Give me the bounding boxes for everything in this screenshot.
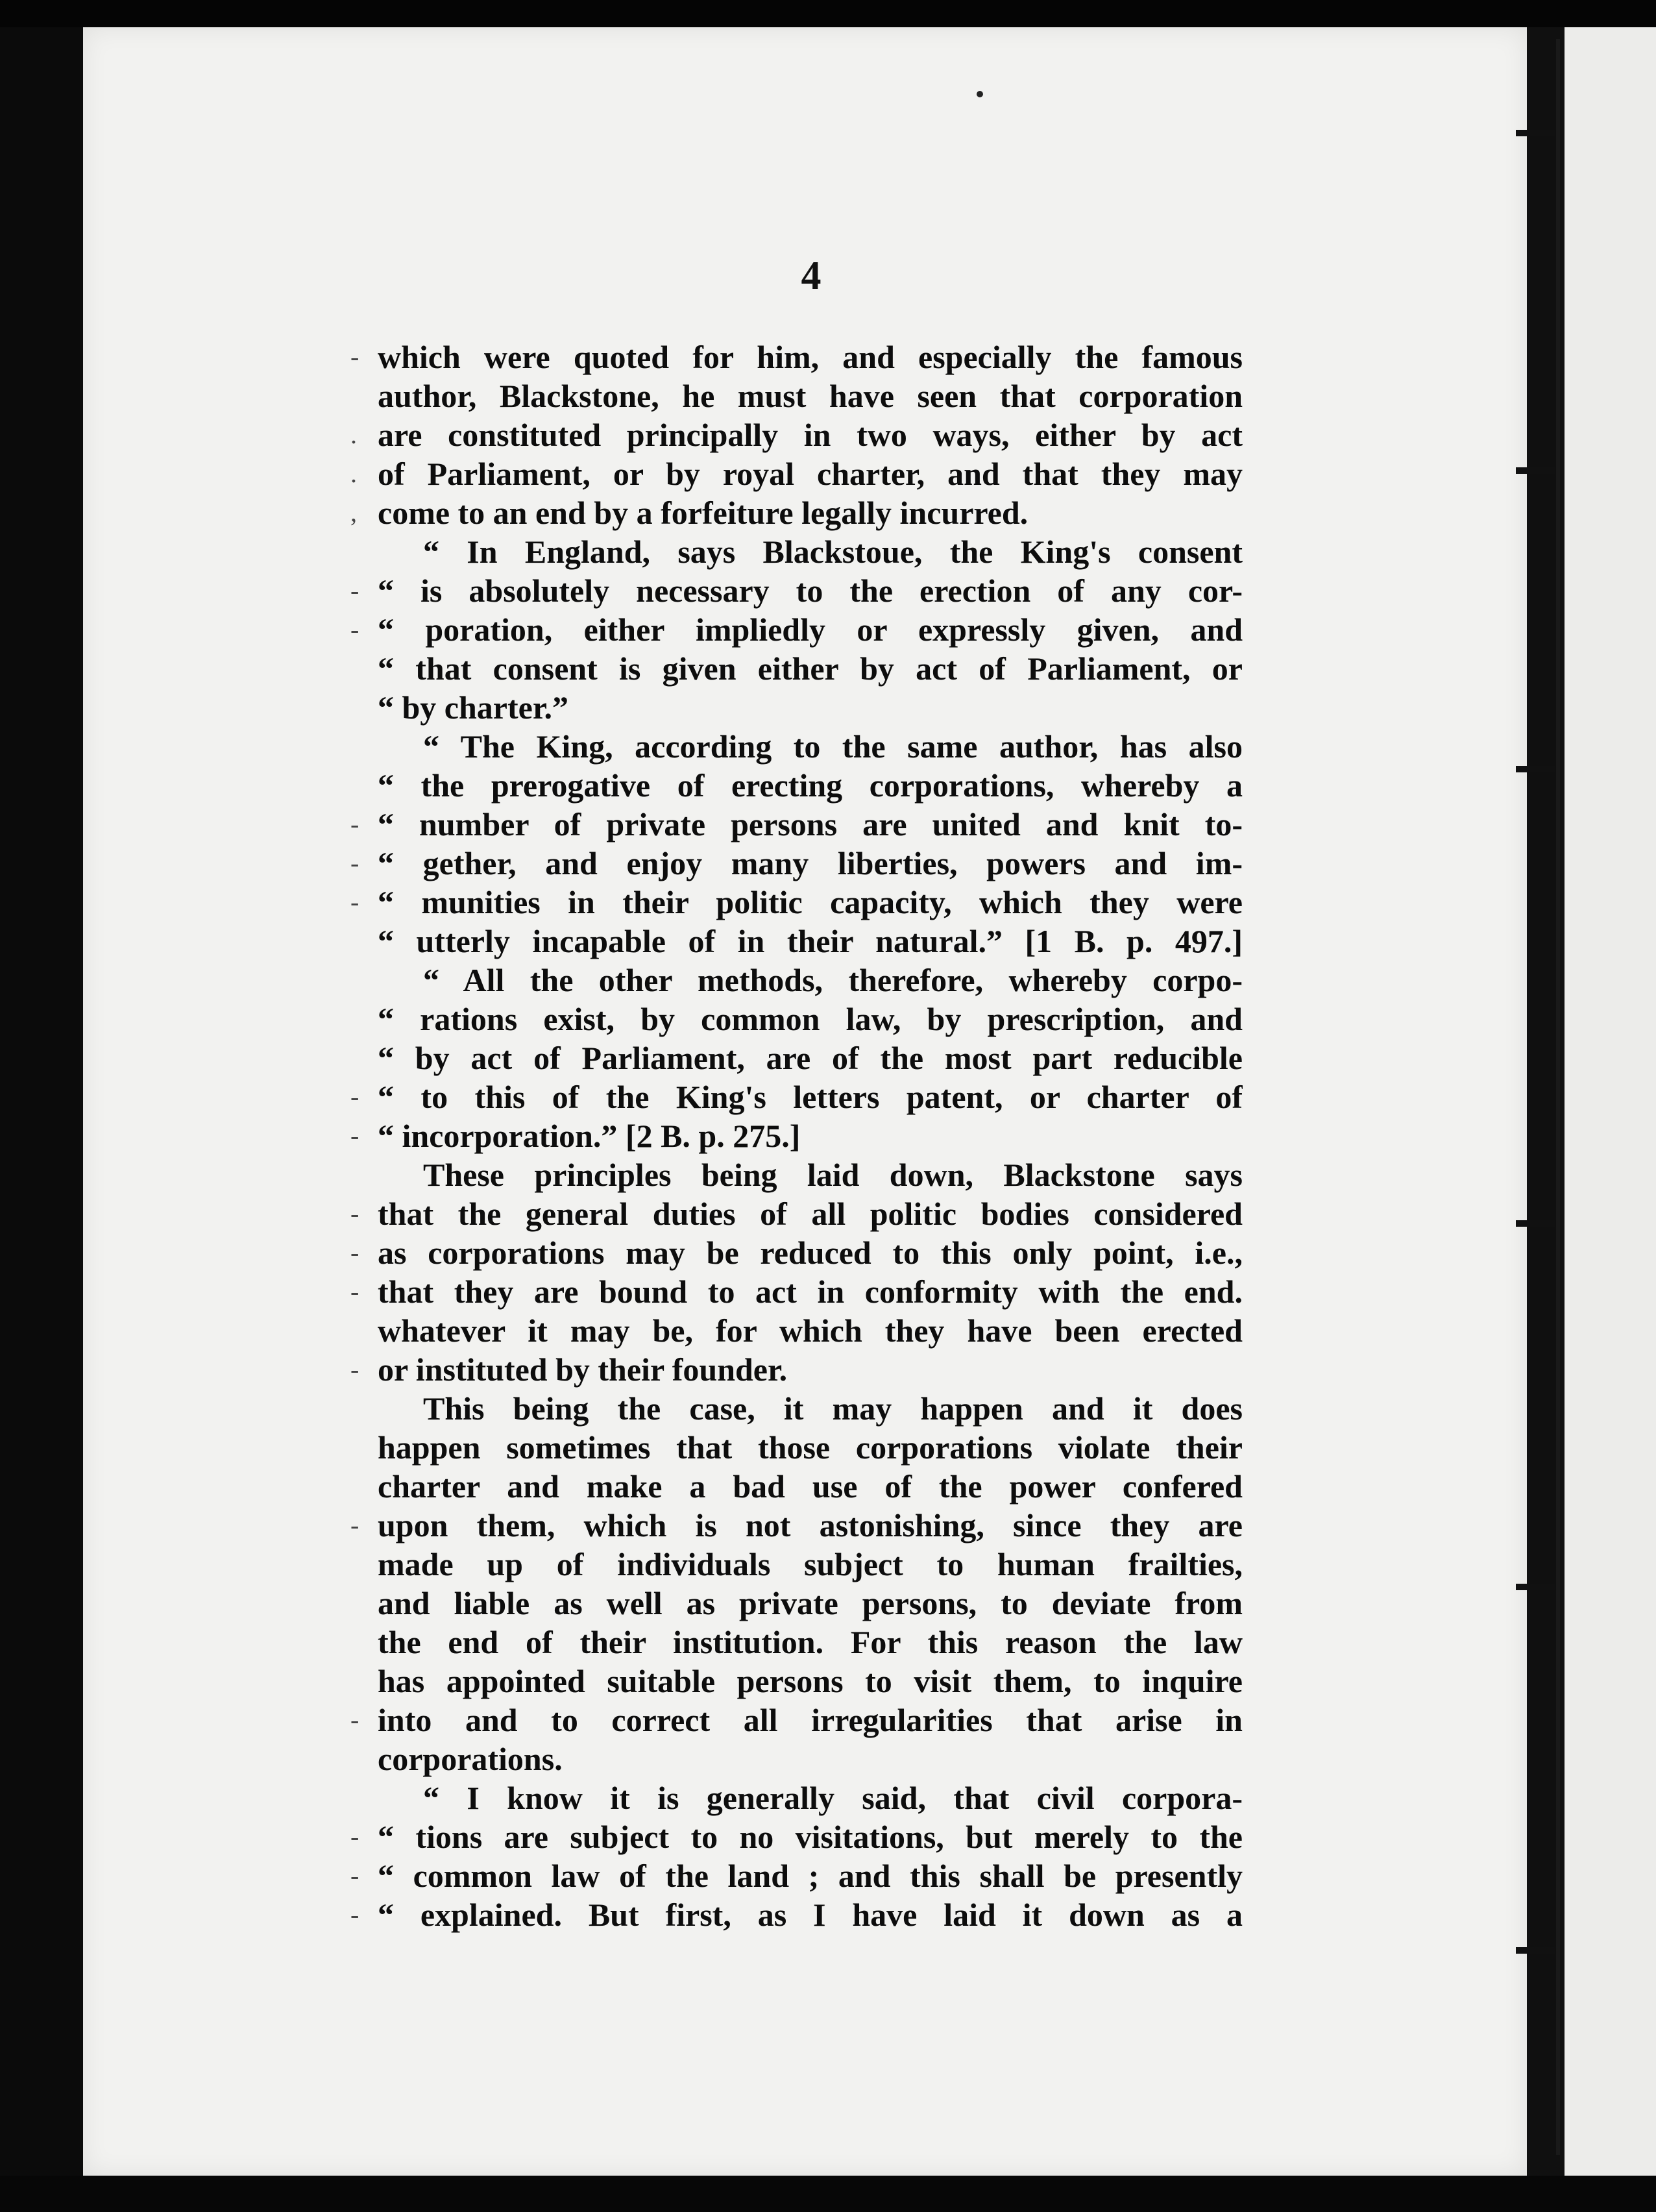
margin-mark <box>350 1584 376 1623</box>
text-line: “ poration, either impliedly or expressly given, and <box>378 611 1243 648</box>
text-line: “ In England, says Blackstoue, the King's consent <box>423 534 1243 570</box>
margin-mark: , <box>350 498 357 527</box>
body-text <box>378 338 1243 1934</box>
margin-mark <box>350 1389 376 1428</box>
text-line: “ All the other methods, therefore, whereby corpo- <box>423 962 1243 998</box>
gutter-mark <box>1516 130 1555 136</box>
margin-mark <box>350 1545 376 1584</box>
margin-mark <box>350 376 376 415</box>
gutter-mark <box>1516 1947 1555 1954</box>
margin-mark <box>350 688 376 727</box>
margin-mark: - <box>350 1277 359 1306</box>
text-line: come to an end by a forfeiture legally incurred. <box>378 495 1029 531</box>
margin-mark: - <box>350 576 359 605</box>
scan-border-top <box>0 0 1656 27</box>
scan-border-bottom <box>0 2176 1656 2212</box>
text-line: are constituted principally in two ways, either by act <box>378 417 1243 453</box>
margin-mark <box>350 766 376 805</box>
gutter-mark <box>1516 1220 1555 1227</box>
margin-mark <box>350 1623 376 1662</box>
margin-mark: - <box>350 1900 359 1929</box>
margin-mark: - <box>350 1121 359 1150</box>
gutter-mark <box>1516 766 1555 772</box>
margin-marks <box>350 338 376 1934</box>
margin-mark: - <box>350 1510 359 1540</box>
margin-mark <box>350 922 376 961</box>
text-line: “ utterly incapable of in their natural.” [1 B. p. 497.] <box>378 923 1243 959</box>
gutter-mark <box>1516 1584 1555 1590</box>
facing-page-edge <box>1565 27 1656 2176</box>
margin-mark <box>350 1038 376 1077</box>
text-line: which were quoted for him, and especially the famous <box>378 339 1243 375</box>
text-line: that they are bound to act in conformity with the end. <box>378 1273 1243 1310</box>
margin-mark <box>350 532 376 571</box>
text-line: of Parliament, or by royal charter, and that they may <box>378 456 1243 492</box>
margin-mark <box>350 1155 376 1194</box>
text-line: “ that consent is given either by act of Parliament, or <box>378 650 1243 687</box>
text-line: author, Blackstone, he must have seen that corporation <box>378 378 1243 414</box>
margin-mark: - <box>350 1355 359 1384</box>
text-line: “ the prerogative of erecting corporations, whereby a <box>378 767 1243 804</box>
margin-mark <box>350 1778 376 1817</box>
margin-mark <box>350 1311 376 1350</box>
text-line: “ gether, and enjoy many liberties, powers and im- <box>378 845 1243 881</box>
margin-mark: - <box>350 1861 359 1890</box>
text-line: charter and make a bad use of the power confered <box>378 1468 1243 1505</box>
text-line: and liable as well as private persons, to deviate from <box>378 1585 1243 1621</box>
text-line: that the general duties of all politic bodies considered <box>378 1196 1243 1232</box>
text-line: “ rations exist, by common law, by prescription, and <box>378 1001 1243 1037</box>
text-line: “ incorporation.” [2 B. p. 275.] <box>378 1118 801 1154</box>
text-line: “ The King, according to the same author, has also <box>423 728 1243 765</box>
text-line: happen sometimes that those corporations violate their <box>378 1429 1243 1466</box>
text-line: “ number of private persons are united and knit to- <box>378 806 1243 842</box>
text-line: This being the case, it may happen and it does <box>423 1390 1243 1427</box>
margin-mark: - <box>350 848 359 878</box>
margin-mark <box>350 1000 376 1038</box>
margin-mark: - <box>350 342 359 371</box>
text-line: “ I know it is generally said, that civil corpora- <box>423 1780 1243 1816</box>
margin-mark: . <box>350 459 357 488</box>
margin-mark: - <box>350 615 359 644</box>
margin-mark: - <box>350 1082 359 1111</box>
margin-mark: - <box>350 1238 359 1267</box>
text-line: as corporations may be reduced to this only point, i.e., <box>378 1235 1243 1271</box>
text-line: “ munities in their politic capacity, which they were <box>378 884 1243 920</box>
margin-mark: - <box>350 1705 359 1734</box>
margin-mark: - <box>350 1822 359 1851</box>
text-line: “ explained. But first, as I have laid it down as a <box>378 1897 1243 1933</box>
text-line: These principles being laid down, Blackstone says <box>423 1157 1243 1193</box>
margin-mark: . <box>350 420 357 449</box>
ink-speck <box>977 91 983 97</box>
text-line: “ by act of Parliament, are of the most part reducible <box>378 1040 1243 1076</box>
text-line: or instituted by their founder. <box>378 1351 788 1388</box>
text-line: upon them, which is not astonishing, since they are <box>378 1507 1243 1543</box>
gutter-mark <box>1516 467 1555 474</box>
text-line: “ to this of the King's letters patent, or charter of <box>378 1079 1243 1115</box>
text-line: the end of their institution. For this reason the law <box>378 1624 1243 1660</box>
text-line: made up of individuals subject to human frailties, <box>378 1546 1243 1582</box>
page-number: 4 <box>801 254 822 298</box>
facing-page-rule <box>1556 39 1560 2155</box>
margin-mark <box>350 1662 376 1701</box>
text-line: whatever it may be, for which they have been erected <box>378 1312 1243 1349</box>
margin-mark: - <box>350 809 359 839</box>
margin-mark <box>350 727 376 766</box>
margin-mark <box>350 1739 376 1778</box>
margin-mark <box>350 1467 376 1506</box>
text-line: corporations. <box>378 1741 563 1777</box>
text-line: has appointed suitable persons to visit them, to inquire <box>378 1663 1243 1699</box>
margin-mark: - <box>350 1199 359 1228</box>
text-line: “ by charter.” <box>378 689 568 726</box>
text-line: “ is absolutely necessary to the erection of any cor- <box>378 572 1243 609</box>
text-line: “ tions are subject to no visitations, but merely to the <box>378 1819 1243 1855</box>
margin-mark <box>350 1428 376 1467</box>
margin-mark <box>350 961 376 1000</box>
margin-mark: - <box>350 887 359 916</box>
margin-mark <box>350 649 376 688</box>
text-line: “ common law of the land ; and this shall be presently <box>378 1858 1243 1894</box>
text-line: into and to correct all irregularities that arise in <box>378 1702 1243 1738</box>
